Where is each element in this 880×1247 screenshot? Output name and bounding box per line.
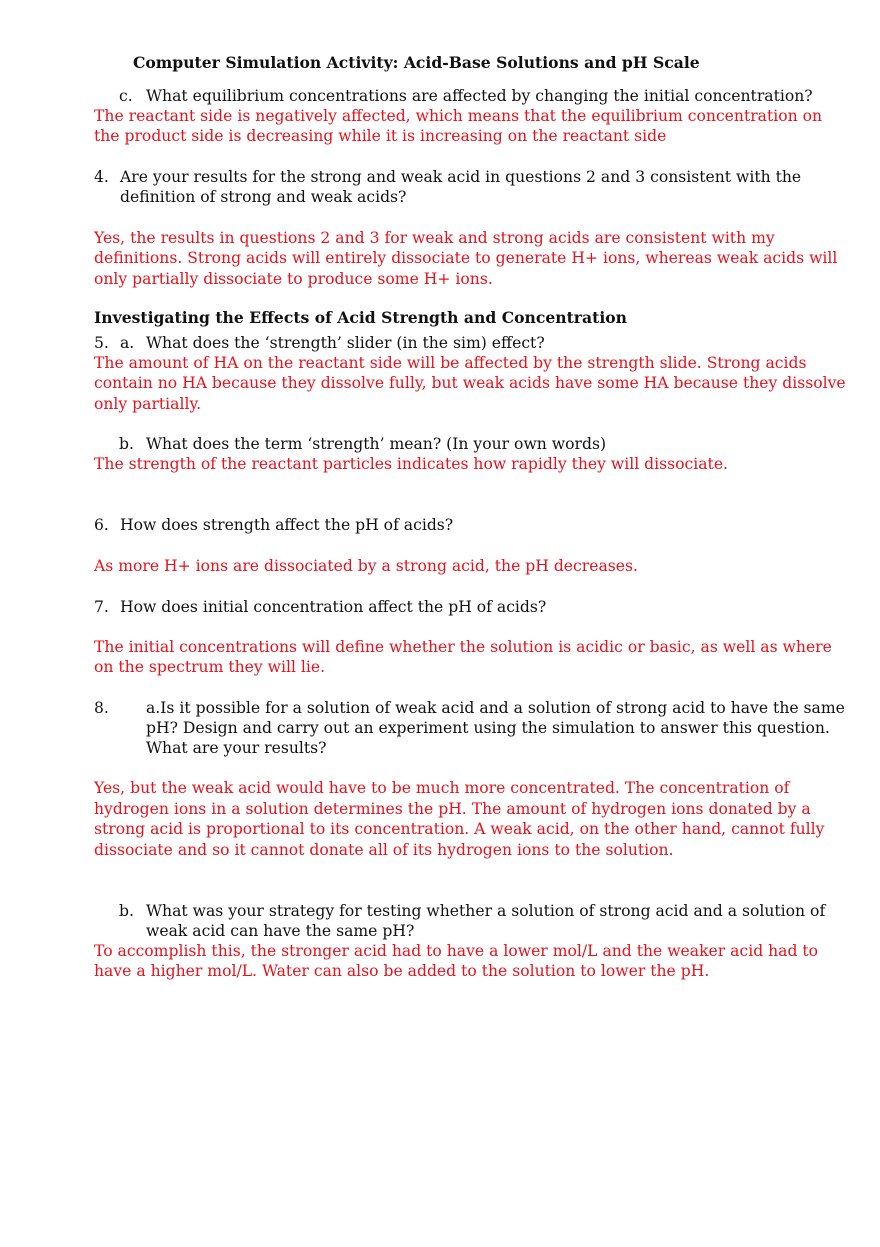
q4-question-line: Are your results for the strong and weak acid in questions 2 and 3 consistent with the — [120, 168, 802, 186]
q3c-answer-line: The reactant side is negatively affected, which means that the equilibrium concentration on — [94, 107, 823, 125]
q7-question: How does initial concentration affect the pH of acids? — [120, 598, 547, 616]
q8a-question-line: pH? Design and carry out an experiment using the simulation to answer this question. — [146, 719, 830, 737]
q4-number: 4. — [94, 168, 109, 186]
q5b-answer: The strength of the reactant particles indicates how rapidly they will dissociate. — [94, 455, 728, 473]
q5a-answer-line: The amount of HA on the reactant side will be affected by the strength slide. Strong acids — [94, 354, 807, 372]
q4-answer-line: Yes, the results in questions 2 and 3 for weak and strong acids are consistent with my — [94, 229, 775, 247]
q8a-answer-line: strong acid is proportional to its concentration. A weak acid, on the other hand, cannot fully — [94, 820, 825, 838]
q6-number: 6. — [94, 516, 109, 534]
q7-answer-line: The initial concentrations will define whether the solution is acidic or basic, as well as where — [94, 638, 832, 656]
q8a-question-line: a.Is it possible for a solution of weak acid and a solution of strong acid to have the same — [146, 699, 845, 717]
q3c-question: What equilibrium concentrations are affected by changing the initial concentration? — [146, 87, 813, 105]
q3c-label: c. — [119, 87, 133, 105]
q8a-question-line: What are your results? — [146, 739, 327, 757]
q5a-question: What does the ‘strength’ slider (in the sim) effect? — [146, 334, 545, 352]
q5b-question: What does the term ‘strength’ mean? (In your own words) — [146, 435, 607, 453]
q6-answer: As more H+ ions are dissociated by a strong acid, the pH decreases. — [94, 557, 638, 575]
q7-number: 7. — [94, 598, 109, 616]
q8-number: 8. — [94, 699, 109, 717]
q5b-label: b. — [119, 435, 134, 453]
q5a-answer-line: contain no HA because they dissolve fully, but weak acids have some HA because they dissolve — [94, 374, 846, 392]
q6-question: How does strength affect the pH of acids? — [120, 516, 454, 534]
q8b-answer-line: have a higher mol/L. Water can also be added to the solution to lower the pH. — [94, 962, 710, 980]
q3c-answer-line: the product side is decreasing while it is increasing on the reactant side — [94, 127, 667, 145]
document-title: Computer Simulation Activity: Acid-Base Solutions and pH Scale — [133, 53, 700, 72]
q4-answer-line: definitions. Strong acids will entirely dissociate to generate H+ ions, whereas weak acids will — [94, 249, 838, 267]
q8b-question-line: What was your strategy for testing whether a solution of strong acid and a solution of — [146, 902, 826, 920]
q8b-answer-line: To accomplish this, the stronger acid had to have a lower mol/L and the weaker acid had to — [94, 942, 819, 960]
q8b-question-line: weak acid can have the same pH? — [146, 922, 415, 940]
q8a-answer-line: Yes, but the weak acid would have to be much more concentrated. The concentration of — [94, 779, 790, 797]
q5a-label: a. — [120, 334, 135, 352]
section-heading: Investigating the Effects of Acid Strength and Concentration — [94, 308, 627, 327]
q5-number: 5. — [94, 334, 109, 352]
q5a-answer-line: only partially. — [94, 395, 202, 413]
q4-question-line: definition of strong and weak acids? — [120, 188, 407, 206]
q8a-answer-line: dissociate and so it cannot donate all of its hydrogen ions to the solution. — [94, 841, 674, 859]
q8b-label: b. — [119, 902, 134, 920]
q8a-answer-line: hydrogen ions in a solution determines the pH. The amount of hydrogen ions donated by a — [94, 800, 811, 818]
q4-answer-line: only partially dissociate to produce some H+ ions. — [94, 270, 493, 288]
q7-answer-line: on the spectrum they will lie. — [94, 658, 326, 676]
